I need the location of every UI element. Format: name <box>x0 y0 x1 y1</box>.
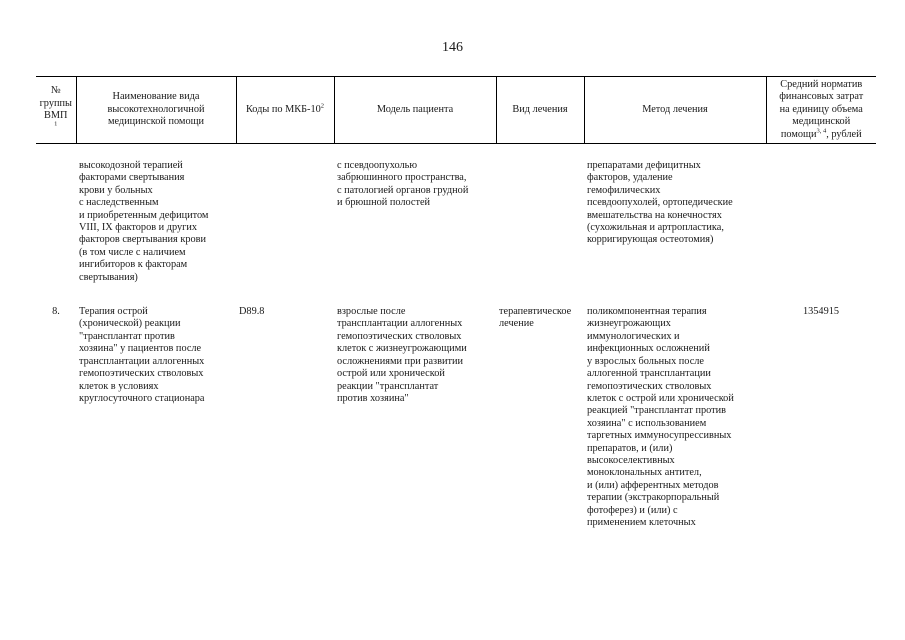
cell-patient-model: с псевдоопухолью забрюшинного пространства, с патологией органов грудной и брюшной полостей <box>337 160 469 209</box>
vmp-table <box>36 76 876 529</box>
header-care-type-name: Наименование вида высокотехнологичной медицинской помощи <box>76 77 236 144</box>
page-number: 146 <box>442 40 463 55</box>
table-row <box>36 292 876 529</box>
header-treatment-method: Метод лечения <box>584 77 766 144</box>
table-row <box>36 144 876 293</box>
header-group-number: № группы ВМП $^1$ <box>36 77 76 144</box>
header-icd-codes: Коды по МКБ-$10^2$ <box>236 77 334 144</box>
cell-icd-codes: D89.8 <box>239 306 265 318</box>
cell-treatment-type <box>496 144 584 293</box>
cell-treatment-method: поликомпонентная терапия жизнеугрожающих иммунологических и инфекционных осложнений у взрослых больных после аллогенной трансплантации гемопоэтических стволовых клеток с острой или хронической реакцией "трансплантат против хозяина" с использованием таргетных иммуносупрессивных препаратов, и (или) высокоселективных моноклональных антител, и (или) афферентных методов терапии (экстракорпоральный фотоферез) и (или) с применением клеточных <box>587 306 734 528</box>
cell-patient-model: взрослые после трансплантации аллогенных гемопоэтических стволовых клеток с жизнеугрожающими осложнениями при развитии острой или хронической реакции "трансплантат против хозяина" <box>337 306 467 404</box>
cell-average-cost: 1354915 <box>802 306 840 318</box>
cell-average-cost <box>766 144 876 293</box>
header-patient-model: Модель пациента <box>334 77 496 144</box>
cell-care-type-name: Терапия острой (хронической) реакции "трансплантат против хозяина" у пациентов после трансплантации аллогенных гемопоэтических стволовых клеток в условиях круглосуточного стационара <box>79 306 205 404</box>
header-average-cost: Средний норматив финансовых затрат на единицу объема медицинской помощи$^{3, 4}$, рублей <box>766 77 876 144</box>
header-treatment-type: Вид лечения <box>496 77 584 144</box>
cell-treatment-method: препаратами дефицитных факторов, удаление гемофилических псевдоопухолей, ортопедические вмешательства на конечностях (сухожильная и артропластика, корригирующая остеотомия) <box>587 160 733 246</box>
cell-group-number: 8. <box>52 306 60 318</box>
cell-icd-codes <box>236 144 334 293</box>
cell-care-type-name: высокодозной терапией факторами свертывания крови у больных с наследственным и приобретенным дефицитом VIII, IX факторов и других факторов свертывания крови (в том числе с наличием ингибиторов к факторам свертывания) <box>79 160 209 283</box>
cell-group-number <box>36 144 76 293</box>
table-header-row <box>36 77 876 144</box>
cell-treatment-type: терапевтическое лечение <box>499 306 572 330</box>
